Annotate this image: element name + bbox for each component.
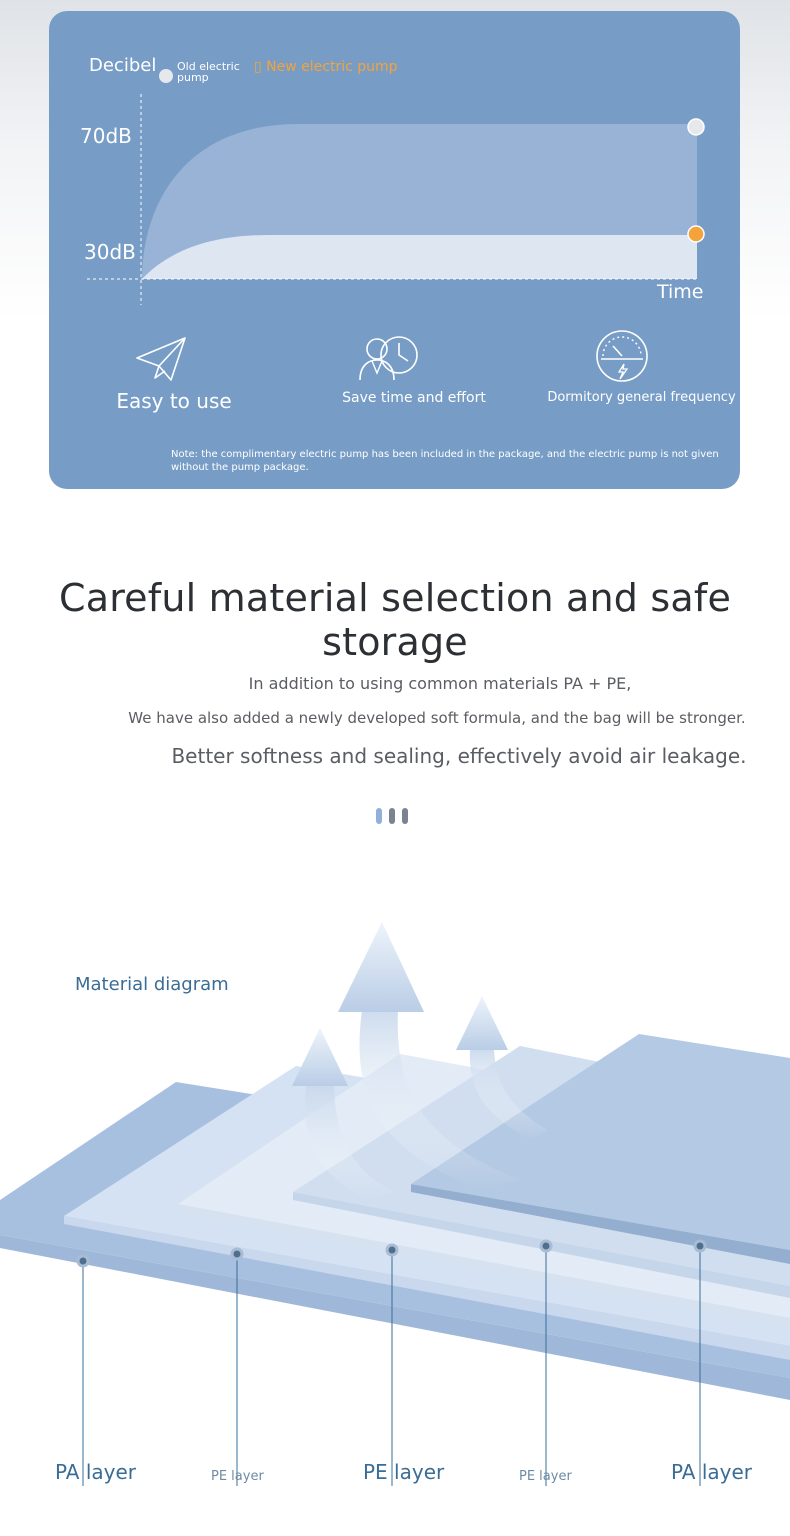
gauge-icon [595, 329, 649, 383]
layer-label-pe-2: PE layer [363, 1460, 445, 1484]
legend-new [254, 59, 398, 75]
arrow-center [338, 922, 424, 1012]
new-pump-area [142, 235, 697, 279]
layer-dot [541, 1241, 551, 1251]
legend-new-label: New electric pump [266, 59, 398, 75]
layer-label-pe-3: PE layer [519, 1469, 572, 1484]
material-layers-illustration [0, 900, 790, 1536]
layer-dot [232, 1249, 242, 1259]
layer-dot [78, 1256, 88, 1266]
y-tick-30: 30dB [84, 240, 136, 264]
description-line-3: Better softness and sealing, effectively avoid air leakage. [171, 744, 747, 768]
package-note: Note: the complimentary electric pump has been included in the package, and the electric pump is not given without the pump package. [171, 449, 719, 473]
arrow-left [292, 1028, 348, 1086]
legend-new-prefix: ▯ [254, 59, 262, 75]
x-axis-label: Time [657, 281, 704, 303]
person-clock-icon [357, 331, 421, 383]
feature-save-time: Save time and effort [342, 390, 486, 406]
paper-plane-icon [135, 336, 187, 384]
description-line-1: In addition to using common materials PA + PE, [248, 674, 632, 693]
layer-dot [695, 1241, 705, 1251]
divider-bar [389, 808, 395, 824]
legend-old-dot [159, 69, 173, 83]
divider-bar [402, 808, 408, 824]
feature-dormitory-frequency: Dormitory general frequency [547, 390, 736, 405]
divider-bar [376, 808, 382, 824]
old-pump-end-marker [688, 119, 704, 135]
layer-label-pa-2: PA layer [671, 1460, 752, 1484]
material-diagram-title: Material diagram [75, 974, 229, 995]
y-axis-label: Decibel [89, 55, 157, 76]
y-tick-70: 70dB [80, 124, 132, 148]
section-heading: Careful material selection and safe storage [58, 576, 732, 664]
noise-chart [49, 11, 740, 489]
layer-label-pe-1: PE layer [211, 1469, 264, 1484]
noise-chart-panel [49, 11, 740, 489]
legend-old-label: Old electric pump [177, 60, 240, 84]
description-line-2: We have also added a newly developed soft formula, and the bag will be stronger. [128, 709, 746, 727]
arrow-right [456, 996, 508, 1050]
layer-label-pa-1: PA layer [55, 1460, 136, 1484]
new-pump-end-marker [688, 226, 704, 242]
feature-easy-to-use: Easy to use [116, 389, 232, 413]
layer-dot [387, 1245, 397, 1255]
